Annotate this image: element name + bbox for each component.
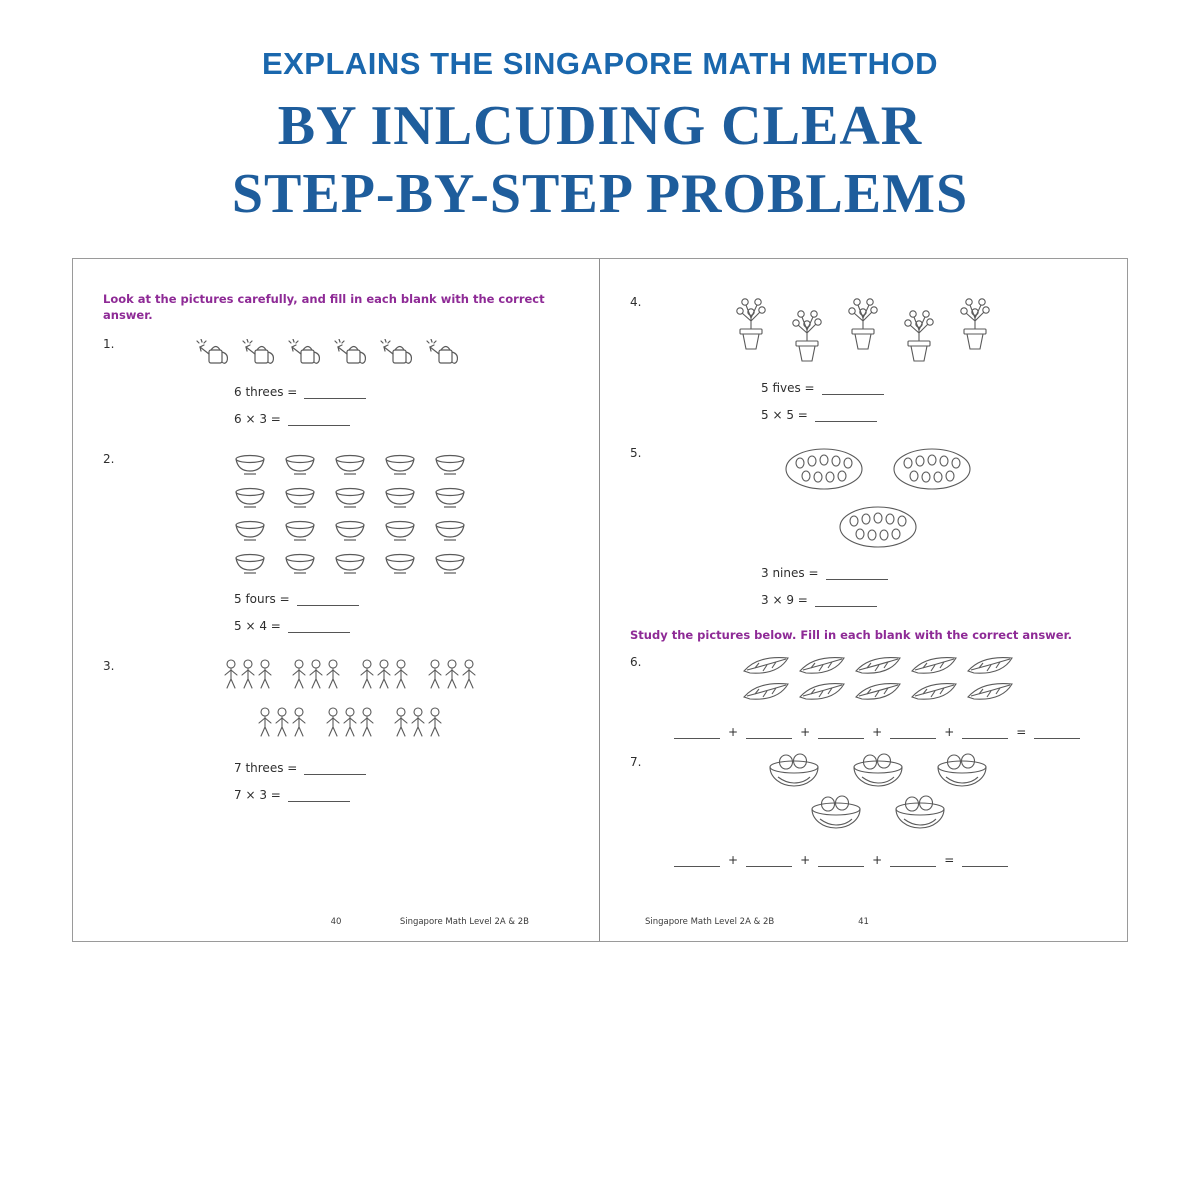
answer-label: 5 × 5 = — [761, 408, 808, 422]
problem-5-answers — [761, 566, 1099, 607]
answer-blank — [890, 726, 936, 739]
answer-blank — [746, 854, 792, 867]
page-number: 41 — [858, 917, 869, 927]
problem-number: 2. — [103, 452, 115, 467]
watering-can-icon — [196, 339, 234, 369]
bowl-icon — [232, 485, 268, 510]
worksheet-spread — [72, 258, 1128, 942]
answer-blank — [304, 762, 366, 775]
watering-can-icon — [288, 339, 326, 369]
bowl-icon — [232, 452, 268, 477]
nest-icon — [934, 753, 990, 789]
header-line2: BY INLCUDING CLEAR — [277, 95, 923, 157]
answer-blank — [288, 413, 350, 426]
plus-sign: + — [728, 725, 739, 740]
children-icon — [322, 705, 378, 745]
leaf-icon — [966, 653, 1014, 677]
watering-can-icon — [334, 339, 372, 369]
answer-label: 5 × 4 = — [234, 619, 281, 634]
problem-6 — [630, 653, 1099, 739]
bowl-icon — [282, 452, 318, 477]
problem-1-answers — [234, 385, 571, 426]
header — [0, 46, 1200, 226]
leaf-icon — [854, 679, 902, 703]
bowl-icon — [432, 551, 468, 576]
bowl-icon — [382, 518, 418, 543]
problem-number: 6. — [630, 655, 642, 670]
answer-blank — [288, 620, 350, 633]
answer-blank — [818, 854, 864, 867]
problem-1-pictures — [129, 339, 531, 369]
answer-blank — [288, 789, 350, 802]
flower-pot-icon — [842, 293, 884, 351]
answer-blank — [304, 386, 366, 399]
instruction-text-2: Study the pictures below. Fill in each blank with the correct answer. — [630, 628, 1073, 642]
leaf-icon — [742, 679, 790, 703]
bowl-icon — [432, 452, 468, 477]
answer-blank — [822, 382, 884, 395]
watering-can-icon — [242, 339, 280, 369]
flower-pot-icon — [730, 293, 772, 351]
right-page — [600, 259, 1127, 941]
problem-number: 3. — [103, 659, 115, 674]
children-icon — [356, 657, 412, 697]
plus-sign: + — [800, 725, 811, 740]
flower-pot-icon — [786, 305, 828, 363]
header-line1: EXPLAINS THE SINGAPORE MATH METHOD — [261, 46, 939, 81]
plus-sign: + — [728, 853, 739, 868]
bowl-icon — [282, 551, 318, 576]
watering-can-icon — [380, 339, 418, 369]
problem-number: 4. — [630, 295, 642, 309]
leaf-icon — [798, 679, 846, 703]
children-icon — [390, 705, 446, 745]
problem-4-pictures — [656, 293, 1069, 365]
answer-label: 5 fives = — [761, 381, 815, 395]
answer-blank — [674, 726, 720, 739]
leaf-icon — [910, 679, 958, 703]
left-page — [73, 259, 600, 941]
problem-4-answers — [761, 381, 1099, 422]
equals-sign: = — [944, 853, 955, 868]
answer-blank — [962, 854, 1008, 867]
problem-4 — [630, 293, 1099, 422]
answer-label: 6 × 3 = — [234, 412, 281, 427]
problem-1 — [103, 335, 571, 426]
problem-7-equation — [674, 853, 1099, 867]
problem-3-pictures — [200, 657, 500, 745]
bowl-icon — [282, 485, 318, 510]
answer-blank — [815, 409, 877, 422]
answer-blank — [818, 726, 864, 739]
nest-icon — [808, 795, 864, 831]
problem-7-pictures — [763, 753, 993, 831]
bowl-icon — [282, 518, 318, 543]
problem-5 — [630, 444, 1099, 607]
problem-2-answers — [234, 592, 571, 633]
nest-icon — [850, 753, 906, 789]
answer-blank — [674, 854, 720, 867]
problem-6-equation — [674, 725, 1099, 739]
children-icon — [254, 705, 310, 745]
problem-2-pictures — [218, 452, 483, 576]
bowl-icon — [232, 551, 268, 576]
answer-blank — [815, 594, 877, 607]
plus-sign: + — [872, 725, 883, 740]
left-page-footer — [73, 917, 599, 929]
page-number: 40 — [330, 917, 342, 927]
plus-sign: + — [800, 853, 811, 868]
bowl-icon — [332, 452, 368, 477]
problem-7 — [630, 753, 1099, 867]
answer-blank — [826, 567, 888, 580]
header-line3: STEP-BY-STEP PROBLEMS — [231, 163, 969, 225]
bowl-icon — [232, 518, 268, 543]
plus-sign: + — [944, 725, 955, 740]
problem-number: 7. — [630, 755, 642, 770]
problem-3-answers — [234, 761, 571, 802]
answer-label: 5 fours = — [234, 592, 290, 607]
plus-sign: + — [872, 853, 883, 868]
nest-icon — [766, 753, 822, 789]
egg-group-icon — [837, 504, 919, 550]
nest-icon — [892, 795, 948, 831]
egg-group-icon — [891, 446, 973, 492]
children-icon — [288, 657, 344, 697]
problem-5-pictures — [753, 446, 1003, 550]
equals-sign: = — [1016, 725, 1027, 740]
flower-pot-icon — [898, 305, 940, 363]
leaf-icon — [854, 653, 902, 677]
problem-number: 1. — [103, 337, 115, 352]
right-page-footer — [600, 917, 1127, 929]
problem-3 — [103, 657, 571, 802]
answer-blank — [746, 726, 792, 739]
flower-pot-icon — [954, 293, 996, 351]
answer-blank — [890, 854, 936, 867]
bowl-icon — [332, 518, 368, 543]
bowl-icon — [432, 485, 468, 510]
children-icon — [220, 657, 276, 697]
answer-blank — [297, 593, 359, 606]
leaf-icon — [966, 679, 1014, 703]
answer-label: 3 nines = — [761, 566, 819, 580]
leaf-icon — [798, 653, 846, 677]
answer-label: 6 threes = — [234, 385, 298, 400]
bowl-icon — [382, 485, 418, 510]
problem-2 — [103, 450, 571, 633]
bowl-icon — [432, 518, 468, 543]
book-title: Singapore Math Level 2A & 2B — [399, 917, 529, 927]
instruction-text: Look at the pictures carefully, and fill in each blank with the correct answer. — [103, 292, 545, 323]
children-icon — [424, 657, 480, 697]
answer-label: 7 threes = — [234, 761, 298, 776]
problem-6-pictures — [728, 653, 1028, 703]
egg-group-icon — [783, 446, 865, 492]
leaf-icon — [742, 653, 790, 677]
book-title: Singapore Math Level 2A & 2B — [645, 917, 775, 927]
bowl-icon — [332, 551, 368, 576]
leaf-icon — [910, 653, 958, 677]
answer-label: 7 × 3 = — [234, 788, 281, 803]
bowl-icon — [332, 485, 368, 510]
bowl-icon — [382, 551, 418, 576]
problem-number: 5. — [630, 446, 642, 460]
answer-label: 3 × 9 = — [761, 593, 808, 607]
bowl-icon — [382, 452, 418, 477]
watering-can-icon — [426, 339, 464, 369]
answer-blank — [1034, 726, 1080, 739]
answer-blank — [962, 726, 1008, 739]
